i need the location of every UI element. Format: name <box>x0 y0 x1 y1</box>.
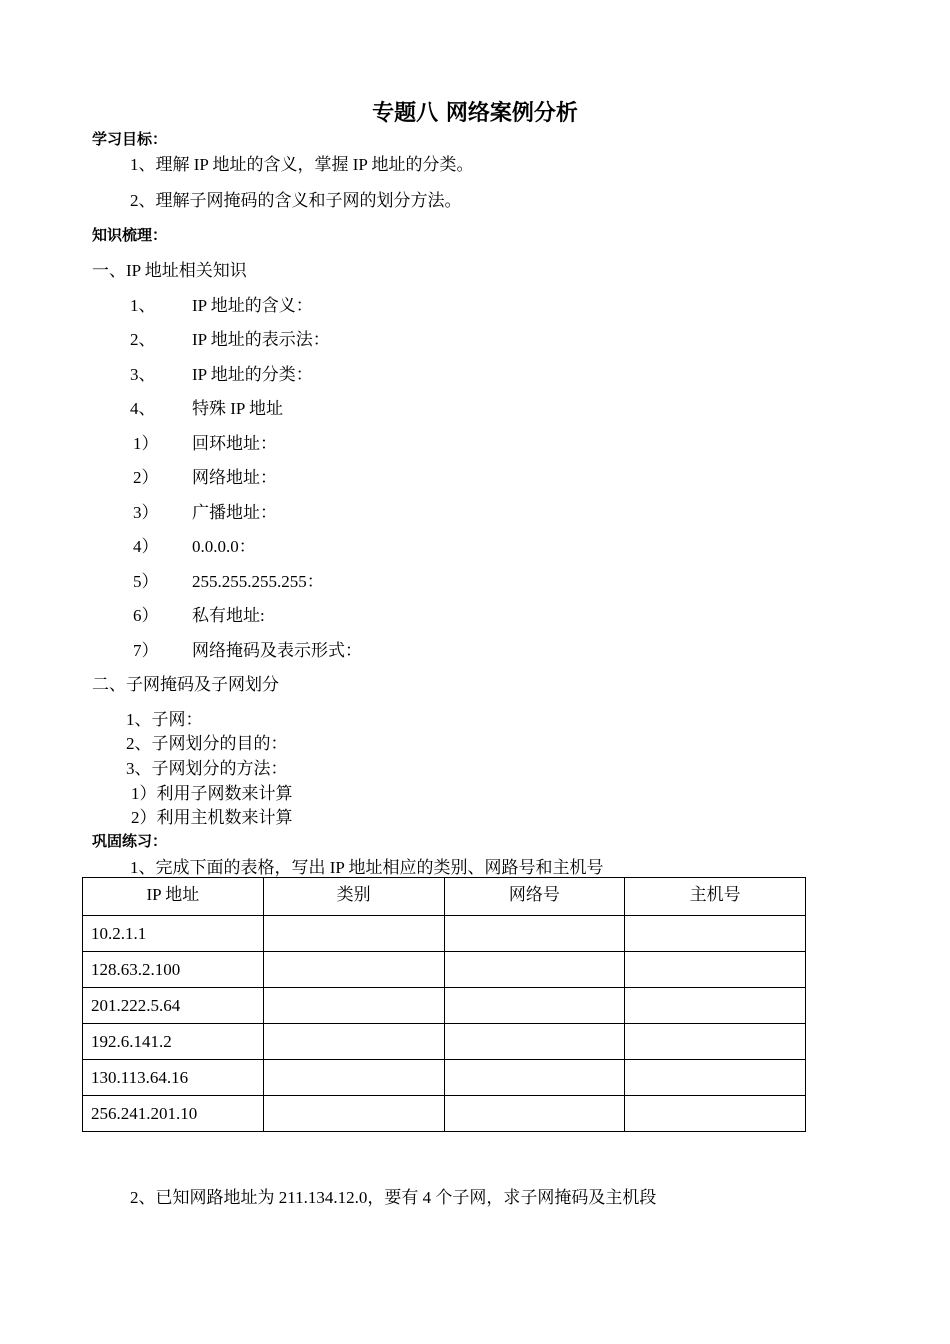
class-cell[interactable] <box>263 988 444 1024</box>
network-id-cell[interactable] <box>444 952 625 988</box>
table-row <box>83 1060 806 1096</box>
host-id-cell[interactable] <box>625 988 806 1024</box>
special-ip-item-5 <box>133 567 324 592</box>
item-text: 广播地址： <box>192 503 277 522</box>
item-number: 3、 <box>130 365 156 384</box>
table-row <box>83 916 806 952</box>
special-ip-item-7 <box>133 636 362 661</box>
item-number: 6） <box>133 606 159 625</box>
ip-cell: 256.241.201.10 <box>83 1096 264 1132</box>
section1-heading: 一、IP 地址相关知识 <box>92 261 247 280</box>
table-row <box>83 988 806 1024</box>
subnet-item-1: 1、子网： <box>126 710 203 729</box>
header-ip-address: IP 地址 <box>83 878 264 916</box>
practice-question-1: 1、完成下面的表格，写出 IP 地址相应的类别、网路号和主机号 <box>130 858 604 877</box>
special-ip-item-2 <box>133 463 277 488</box>
item-text: IP 地址的表示法： <box>192 330 330 349</box>
special-ip-item-1 <box>133 429 277 454</box>
ip-address-table <box>82 877 806 1132</box>
item-text: IP 地址的含义： <box>192 296 313 315</box>
table-row <box>83 952 806 988</box>
item-text: 回环地址： <box>192 434 277 453</box>
item-text: 255.255.255.255： <box>192 572 324 591</box>
header-class: 类别 <box>263 878 444 916</box>
ip-cell: 128.63.2.100 <box>83 952 264 988</box>
item-number: 7） <box>133 641 159 660</box>
header-network-id: 网络号 <box>444 878 625 916</box>
subnet-method-2: 2）利用主机数来计算 <box>131 808 293 827</box>
page-title: 专题八 网络案例分析 <box>372 101 578 126</box>
host-id-cell[interactable] <box>625 916 806 952</box>
knowledge-item-4 <box>130 394 283 419</box>
practice-label: 巩固练习： <box>92 832 168 850</box>
knowledge-label: 知识梳理： <box>92 226 168 244</box>
objective-item-1: 1、理解 IP 地址的含义，掌握 IP 地址的分类。 <box>130 155 474 174</box>
subnet-method-1: 1）利用子网数来计算 <box>131 784 293 803</box>
special-ip-item-6 <box>133 601 265 626</box>
item-number: 4） <box>133 537 159 556</box>
subnet-item-2: 2、子网划分的目的： <box>126 734 288 753</box>
item-text: IP 地址的分类： <box>192 365 313 384</box>
section2-heading: 二、子网掩码及子网划分 <box>92 675 279 694</box>
subnet-item-3: 3、子网划分的方法： <box>126 759 288 778</box>
host-id-cell[interactable] <box>625 952 806 988</box>
host-id-cell[interactable] <box>625 1096 806 1132</box>
item-number: 4、 <box>130 399 156 418</box>
ip-cell: 10.2.1.1 <box>83 916 264 952</box>
table-row <box>83 1096 806 1132</box>
class-cell[interactable] <box>263 1024 444 1060</box>
item-text: 私有地址: <box>192 606 265 625</box>
practice-question-2: 2、已知网路地址为 211.134.12.0，要有 4 个子网，求子网掩码及主机段 <box>130 1188 657 1207</box>
item-number: 5） <box>133 572 159 591</box>
class-cell[interactable] <box>263 916 444 952</box>
table-header-row <box>83 878 806 916</box>
network-id-cell[interactable] <box>444 1060 625 1096</box>
item-text: 网络掩码及表示形式： <box>192 641 362 660</box>
objectives-label: 学习目标： <box>92 130 168 148</box>
host-id-cell[interactable] <box>625 1024 806 1060</box>
ip-cell: 192.6.141.2 <box>83 1024 264 1060</box>
special-ip-item-3 <box>133 498 277 523</box>
special-ip-item-4 <box>133 532 256 557</box>
item-text: 特殊 IP 地址 <box>192 399 283 418</box>
class-cell[interactable] <box>263 1060 444 1096</box>
network-id-cell[interactable] <box>444 1096 625 1132</box>
knowledge-item-2 <box>130 325 330 350</box>
host-id-cell[interactable] <box>625 1060 806 1096</box>
network-id-cell[interactable] <box>444 1024 625 1060</box>
network-id-cell[interactable] <box>444 916 625 952</box>
header-host-id: 主机号 <box>625 878 806 916</box>
network-id-cell[interactable] <box>444 988 625 1024</box>
item-text: 0.0.0.0： <box>192 537 256 556</box>
objective-item-2: 2、理解子网掩码的含义和子网的划分方法。 <box>130 191 462 210</box>
knowledge-item-3 <box>130 360 313 385</box>
item-number: 1） <box>133 434 159 453</box>
item-number: 2、 <box>130 330 156 349</box>
class-cell[interactable] <box>263 952 444 988</box>
item-number: 1、 <box>130 296 156 315</box>
item-number: 3） <box>133 503 159 522</box>
item-text: 网络地址： <box>192 468 277 487</box>
table-row <box>83 1024 806 1060</box>
class-cell[interactable] <box>263 1096 444 1132</box>
knowledge-item-1 <box>130 291 313 316</box>
ip-cell: 201.222.5.64 <box>83 988 264 1024</box>
item-number: 2） <box>133 468 159 487</box>
ip-cell: 130.113.64.16 <box>83 1060 264 1096</box>
